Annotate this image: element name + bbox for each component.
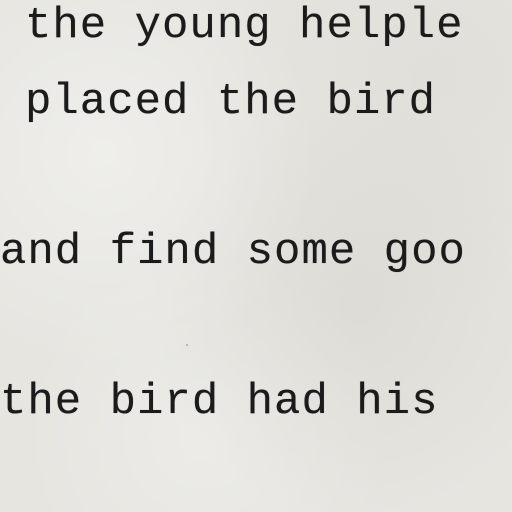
paper-speck: [186, 344, 188, 346]
text-line-3: and find some goo: [0, 227, 466, 277]
text-line-4: the bird had his: [0, 377, 439, 427]
text-line-1: the young helple: [25, 1, 464, 51]
text-line-2: placed the bird: [25, 77, 437, 127]
